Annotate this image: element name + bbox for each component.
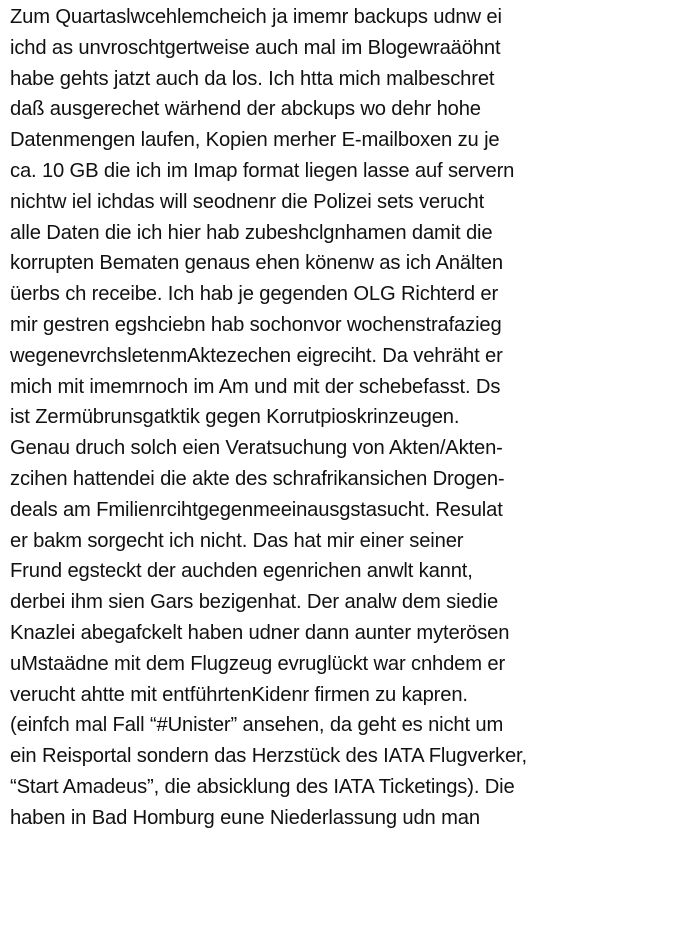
text-line-24: (einfch mal Fall “#Unister” ansehen, da geht es nicht um	[10, 714, 504, 737]
text-line-2: ichd as unvroschtgertweise auch mal im Blogewraäöhnt	[10, 36, 501, 59]
text-line-3: habe gehts jatzt auch da los. Ich htta mich malbeschret	[10, 67, 495, 90]
text-line-17: deals am Fmilienrcihtgegenmeeinausgstasucht. Resulat	[10, 498, 503, 521]
text-line-11: mir gestren egshciebn hab sochonvor wochenstrafazieg	[10, 313, 502, 336]
text-line-9: korrupten Bematen genaus ehen könenw as ich Anälten	[10, 252, 503, 275]
text-line-4: daß ausgerechet wärhend der abckups wo dehr hohe	[10, 98, 481, 121]
text-line-26: “Start Amadeus”, die absicklung des IATA Ticketings). Die	[10, 775, 515, 798]
text-line-16: zcihen hattendei die akte des schrafrikansichen Drogen-	[10, 467, 505, 490]
text-line-21: Knazlei abegafckelt haben udner dann aunter myterösen	[10, 621, 510, 644]
text-line-23: verucht ahtte mit entführtenKidenr firmen zu kapren.	[10, 683, 468, 706]
text-line-1: Zum Quartaslwcehlemcheich ja imemr backups udnw ei	[10, 6, 502, 28]
text-line-13: mich mit imemrnoch im Am und mit der schebefasst. Ds	[10, 375, 501, 398]
body-text	[10, 2, 680, 834]
text-line-22: uMstaädne mit dem Flugzeug evruglückt war cnhdem er	[10, 652, 506, 675]
text-line-12: wegenevrchsletenmAktezechen eigreciht. Da vehräht er	[10, 344, 503, 367]
text-line-8: alle Daten die ich hier hab zubeshclgnhamen damit die	[10, 221, 493, 244]
text-line-7: nichtw iel ichdas will seodnenr die Polizei sets verucht	[10, 190, 485, 213]
text-line-10: üerbs ch receibe. Ich hab je gegenden OLG Richterd er	[10, 283, 499, 306]
text-line-19: Frund egsteckt der auchden egenrichen anwlt kannt,	[10, 560, 473, 583]
text-line-14: ist Zermübrunsgatktik gegen Korrutpioskrinzeugen.	[10, 406, 460, 429]
text-line-5: Datenmengen laufen, Kopien merher E-mailboxen zu je	[10, 129, 500, 152]
text-line-25: ein Reisportal sondern das Herzstück des IATA Flugverker,	[10, 745, 527, 768]
text-line-18: er bakm sorgecht ich nicht. Das hat mir einer seiner	[10, 529, 464, 552]
text-line-27: haben in Bad Homburg eune Niederlassung udn man	[10, 806, 480, 829]
text-line-6: ca. 10 GB die ich im Imap format liegen lasse auf servern	[10, 159, 515, 182]
text-line-20: derbei ihm sien Gars bezigenhat. Der analw dem siedie	[10, 591, 499, 614]
text-line-15: Genau druch solch eien Veratsuchung von Akten/Akten-	[10, 437, 503, 460]
